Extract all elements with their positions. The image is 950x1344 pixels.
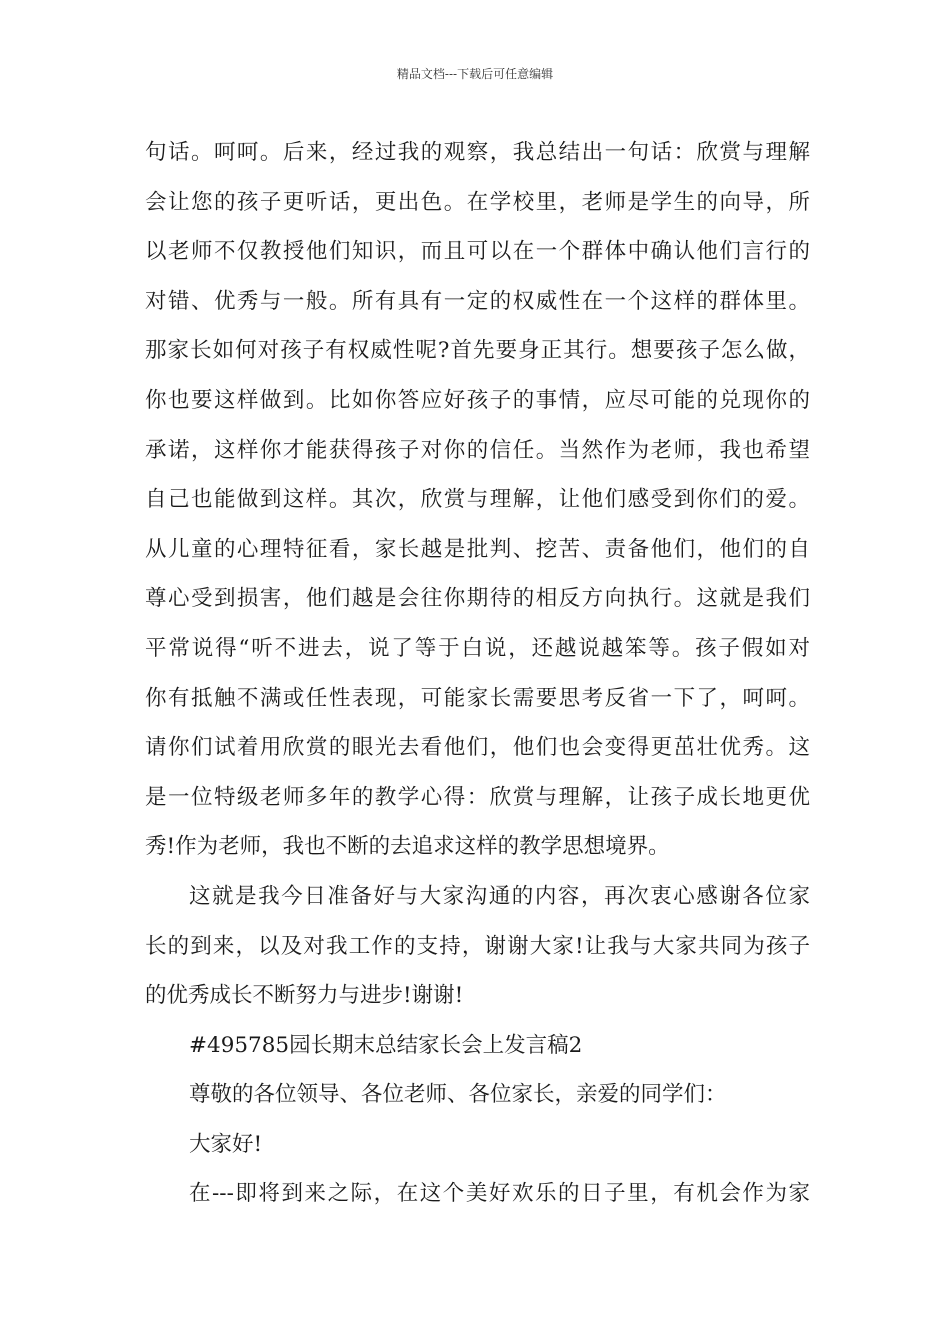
text-line: 那家长如何对孩子有权威性呢?首先要身正其行。想要孩子怎么做， (145, 338, 810, 364)
paragraph-first-line: 这就是我今日准备好与大家沟通的内容，再次衷心感谢各位家 (189, 883, 810, 909)
text-line: 句话。呵呵。后来，经过我的观察，我总结出一句话：欣赏与理解 (145, 140, 810, 165)
text-line: 承诺，这样你才能获得孩子对你的信任。当然作为老师，我也希望 (145, 437, 810, 463)
paragraph-first-line: 在---即将到来之际，在这个美好欢乐的日子里，有机会作为家 (189, 1181, 810, 1207)
text-line: 你也要这样做到。比如你答应好孩子的事情，应尽可能的兑现你的 (145, 387, 810, 413)
text-line: 秀!作为老师，我也不断的去追求这样的教学思想境界。 (145, 834, 670, 860)
text-line: 请你们试着用欣赏的眼光去看他们，他们也会变得更茁壮优秀。这 (145, 735, 810, 761)
text-line: 会让您的孩子更听话，更出色。在学校里，老师是学生的向导，所 (145, 189, 810, 215)
page-header: 精品文档---下载后可任意编辑 (396, 67, 554, 81)
text-line: 是一位特级老师多年的教学心得：欣赏与理解，让孩子成长地更优 (145, 784, 810, 810)
section-heading: #495785园长期末总结家长会上发言稿2 (189, 1032, 583, 1058)
document-body (145, 128, 810, 1219)
text-line: 长的到来，以及对我工作的支持，谢谢大家!让我与大家共同为孩子 (145, 933, 810, 959)
text-line: 尊心受到损害，他们越是会往你期待的相反方向执行。这就是我们 (145, 586, 810, 612)
text-line: 你有抵触不满或任性表现，可能家长需要思考反省一下了，呵呵。 (145, 685, 810, 711)
text-line: 自己也能做到这样。其次，欣赏与理解，让他们感受到你们的爱。 (145, 487, 810, 513)
text-line: 从儿童的心理特征看，家长越是批判、挖苦、责备他们，他们的自 (145, 536, 810, 562)
text-line: 的优秀成长不断努力与进步!谢谢! (145, 983, 464, 1009)
text-line: 以老师不仅教授他们知识，而且可以在一个群体中确认他们言行的 (145, 239, 810, 265)
greeting: 大家好! (189, 1131, 263, 1157)
salutation: 尊敬的各位领导、各位老师、各位家长，亲爱的同学们： (189, 1082, 727, 1108)
text-line: 平常说得“听不进去，说了等于白说，还越说越笨等。孩子假如对 (145, 635, 810, 661)
text-line: 对错、优秀与一般。所有具有一定的权威性在一个这样的群体里。 (145, 288, 810, 314)
